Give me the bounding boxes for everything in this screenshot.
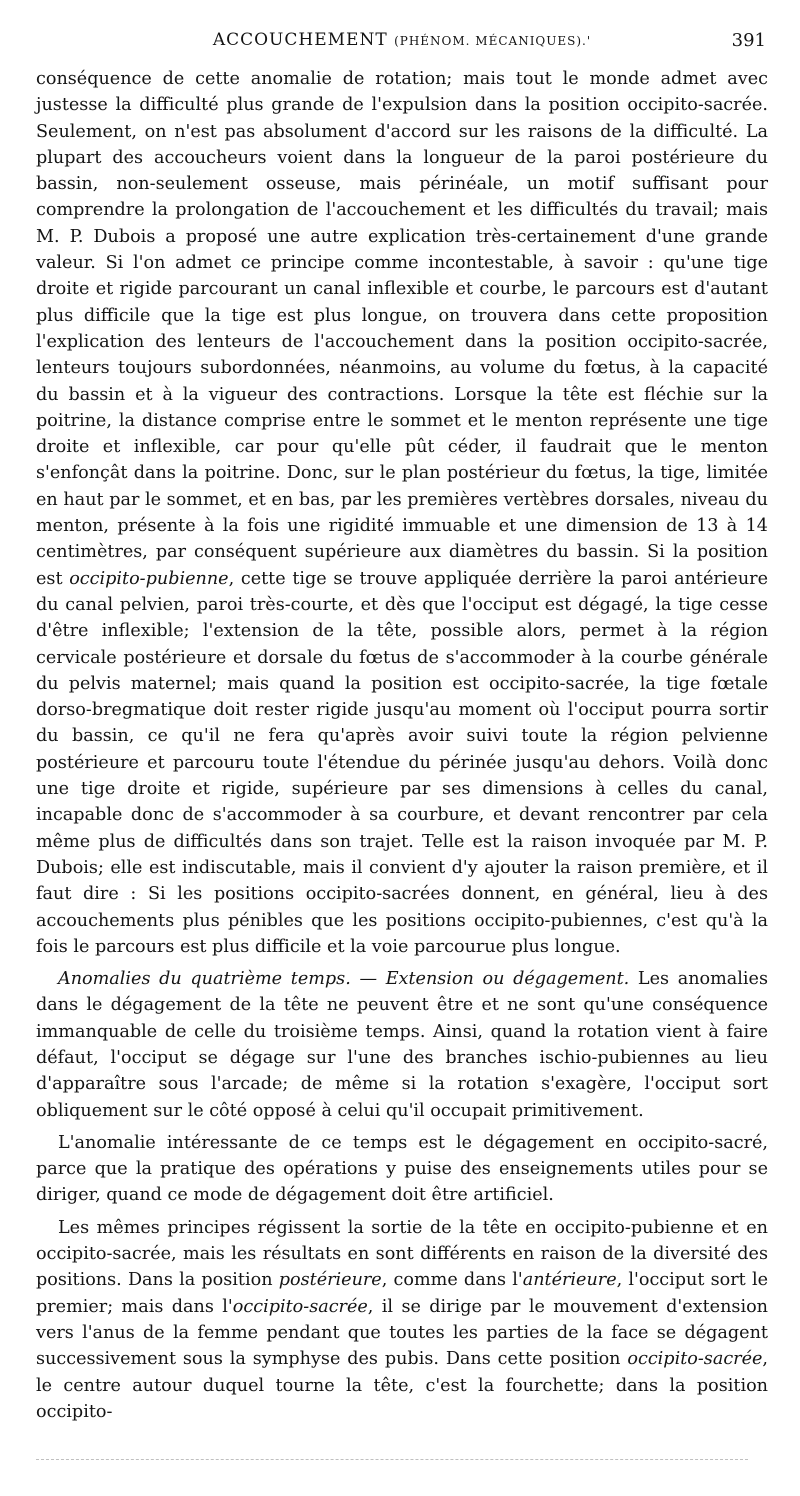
running-title-main: ACCOUCHEMENT (212, 30, 388, 50)
italic-text: postérieure (278, 1270, 382, 1291)
text-run: conséquence de cette anomalie de rotation; mais tout le monde admet avec justesse la difficulté plus grande de l'expulsion dans la position occipito-sacrée. Seulement, on n'est pas absolument d'accord sur les raisons de la difficulté. La plupart des accoucheurs voient dans la longueur de la paroi postérieure du bassin, non-seulement osseuse, mais périnéale, un motif suffisant pour comprendre la prolongation de l'accouchement et les difficultés du travail; mais M. P. Dubois a proposé une autre explication très-certainement d'une grande valeur. Si l'on admet ce principe comme incontestable, à savoir : qu'une tige droite et rigide parcourant un canal inflexible et courbe, le parcours est d'autant plus difficile que la tige est plus longue, on trouvera dans cette proposition l'explication des lenteurs de l'accouchement dans la position occipito-sacrée, lenteurs toujours subordonnées, néanmoins, au volume du fœtus, à la capacité du bassin et à la vigueur des contractions. Lorsque la tête est fléchie sur la poitrine, la distance comprise entre le sommet et le menton représente une tige droite et inflexible, car pour qu'elle pût céder, il faudrait que le menton s'enfonçât dans la poitrine. Donc, sur le plan postérieur du fœtus, la tige, limitée en haut par le sommet, et en bas, par les premières vertèbres dorsales, niveau du menton, présente à la fois une rigidité immuable et une dimension de 13 à 14 centimètres, par conséquent supérieure aux diamètres du bassin. Si la position est (36, 69, 768, 589)
italic-text: occipito-pubienne (69, 568, 229, 589)
text-run: , comme dans l' (381, 1270, 523, 1291)
text-run: , cette tige se trouve appliquée derrière la paroi antérieure du canal pelvien, paroi très-courte, et dès que l'occiput est dégagé, la tige cesse d'être inflexible; l'extension de la tête, possible alors, permet à la région cervicale postérieure et dorsale du fœtus de s'accommoder à la courbe générale du pelvis maternel; mais quand la position est occipito-sacrée, la tige fœtale dorso-bregmatique doit rester rigide jusqu'au moment où l'occiput pourra sortir du bassin, ce qu'il ne fera qu'après avoir suivi toute la région pelvienne postérieure et parcouru toute l'étendue du périnée jusqu'au dehors. Voilà donc une tige droite et rigide, supérieure par ses dimensions à celles du canal, incapable donc de s'accommoder à sa courbure, et devant rencontrer par cela même plus de difficultés dans son trajet. Telle est la raison invoquée par M. P. Dubois; elle est indiscutable, mais il convient d'y ajouter la raison première, et il faut dire : Si les positions occipito-sacrées donnent, en général, lieu à des accouchements plus pénibles que les positions occipito-pubiennes, c'est qu'à la fois le parcours est plus difficile et la voie parcourue plus longue. (36, 568, 768, 957)
footer-rule (36, 1459, 748, 1460)
running-header (36, 30, 768, 56)
body-text (36, 66, 768, 1431)
text-run: Les anomalies dans le dégagement de la tête ne peuvent être et ne sont qu'une conséquence immanquable de celle du troisième temps. Ainsi, quand la rotation vient à faire défaut, l'occiput se dégage sur l'une des branches ischio-pubiennes au lieu d'apparaître sous l'arcade; de même si la rotation s'exagère, l'occiput sort obliquement sur le côté opposé à celui qu'il occupait primitivement. (36, 969, 768, 1121)
italic-text: antérieure (522, 1270, 617, 1291)
running-title-sub: (PHÉNOM. MÉCANIQUES).' (394, 34, 592, 48)
text-run: , l'occiput sort le premier; mais dans l' (36, 1270, 768, 1317)
italic-text: Anomalies du quatrième temps. — Extension ou dégagement. (58, 969, 630, 990)
italic-text: occipito-sacrée (232, 1296, 368, 1317)
paragraph (36, 1215, 768, 1425)
text-run: , le centre autour duquel tourne la tête, c'est la fourchette; dans la position occipito- (36, 1349, 768, 1422)
text-run: Les mêmes principes régissent la sortie de la tête en occipito-pubienne et en occipito-sacrée, mais les résultats en sont différents en raison de la diversité des positions. Dans la position (36, 1217, 768, 1291)
paragraph (36, 966, 768, 1124)
paragraph (36, 66, 768, 960)
text-run: L'anomalie intéressante de ce temps est le dégagement en occipito-sacré, parce que la pratique des opérations y puise des enseignements utiles pour se diriger, quand ce mode de dégagement doit être artificiel. (36, 1132, 768, 1206)
page-number: 391 (731, 30, 766, 51)
paragraph (36, 1130, 768, 1209)
text-run: , il se dirige par le mouvement d'extension vers l'anus de la femme pendant que toutes les parties de la face se dégagent successivement sous la symphyse des pubis. Dans cette position (36, 1296, 768, 1370)
running-title (36, 30, 768, 50)
italic-text: occipito-sacrée (627, 1349, 763, 1370)
